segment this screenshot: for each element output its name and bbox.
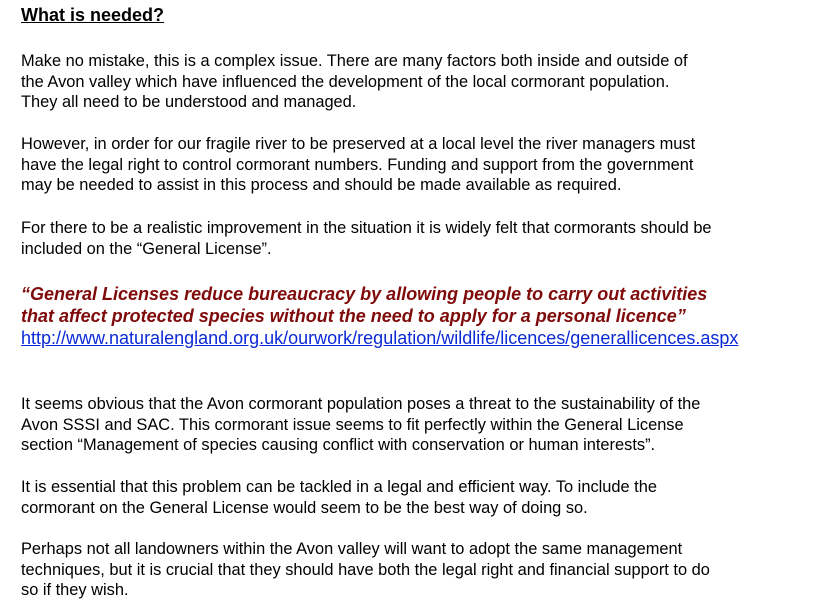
- text-line: included on the “General License”.: [21, 239, 272, 258]
- text-line: may be needed to assist in this process and should be made available as required.: [21, 176, 622, 195]
- text-line: section “Management of species causing conflict with conservation or human interests”.: [21, 436, 656, 455]
- quote-line: that affect protected species without the need to apply for a personal licence”: [21, 306, 686, 326]
- text-line: For there to be a realistic improvement in the situation it is widely felt that cormorants should be: [21, 219, 712, 237]
- text-line: It is essential that this problem can be tackled in a legal and efficient way. To include the: [21, 478, 657, 496]
- paragraph-general-license: [21, 218, 819, 259]
- text-line: Perhaps not all landowners within the Avon valley will want to adopt the same management: [21, 540, 683, 558]
- text-line: They all need to be understood and managed.: [21, 93, 357, 112]
- paragraph-landowners: [21, 539, 819, 601]
- text-line: so if they wish.: [21, 581, 129, 600]
- text-line: Make no mistake, this is a complex issue. There are many factors both inside and outside of: [21, 52, 688, 70]
- paragraph-threat: [21, 394, 819, 456]
- text-line: the Avon valley which have influenced the development of the local cormorant population.: [21, 72, 670, 91]
- paragraph-legal-right: [21, 134, 819, 196]
- text-line: It seems obvious that the Avon cormorant population poses a threat to the sustainability of the: [21, 395, 701, 413]
- text-line: Avon SSSI and SAC. This cormorant issue seems to fit perfectly within the General License: [21, 415, 684, 434]
- general-license-quote: [21, 283, 819, 327]
- text-line: However, in order for our fragile river to be preserved at a local level the river managers must: [21, 135, 696, 153]
- text-line: cormorant on the General License would seem to be the best way of doing so.: [21, 498, 588, 517]
- paragraph-essential: [21, 477, 819, 518]
- text-line: have the legal right to control cormorant numbers. Funding and support from the government: [21, 155, 694, 174]
- paragraph-complex-issue: [21, 51, 819, 113]
- text-line: techniques, but it is crucial that they should have both the legal right and financial support to do: [21, 560, 710, 579]
- natural-england-link[interactable]: http://www.naturalengland.org.uk/ourwork/regulation/wildlife/licences/generallicences.aspx: [21, 328, 739, 348]
- quote-line: “General Licenses reduce bureaucracy by allowing people to carry out activities: [21, 284, 708, 304]
- section-heading: What is needed?: [21, 5, 165, 25]
